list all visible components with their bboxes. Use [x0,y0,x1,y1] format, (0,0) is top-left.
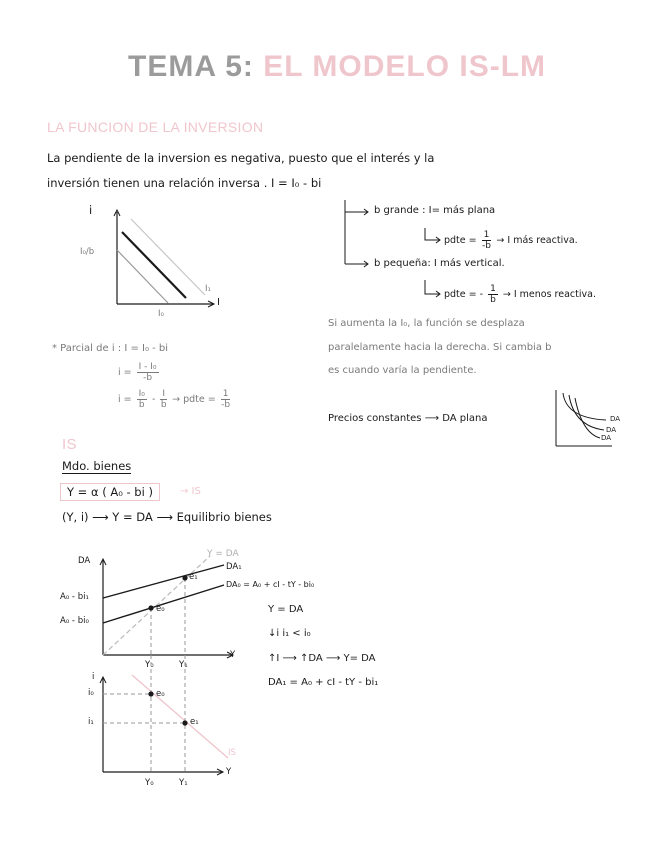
branch-2-den: b [490,295,496,305]
is-point-e1-label: e₁ [190,717,199,727]
inversion-text-line-2: inversión tienen una relación inversa . I = I₀ - bi [47,176,322,190]
da1-label: DA₁ [226,562,242,572]
da-y-tick-bottom: A₀ - bi₀ [60,616,89,626]
section-heading-is: IS [62,436,77,453]
is-y-tick-1: i₁ [88,717,94,727]
partial-eq-3-post: → pdte = [172,394,216,405]
step-4: DA₁ = A₀ + cI - tY - bi₁ [268,677,379,688]
da-y-label: DA [78,556,91,566]
is-curve-label: IS [228,748,236,758]
partial-eq-2-pre: i = [118,367,132,378]
partial-eq-3-pre: i = [118,394,132,405]
da-point-e0-label: e₀ [156,604,165,614]
partial-eq-3-a-num: I₀ [138,389,145,399]
is-equation-box: Y = α ( A₀ - bi ) [60,483,160,501]
note-line-3: es cuando varía la pendiente. [328,365,477,376]
title-part-1: TEMA 5: [128,50,254,83]
precios-text: Precios constantes ⟶ DA plana [328,413,488,424]
step-3: ↑I ⟶ ↑DA ⟶ Y= DA [268,653,376,664]
partial-eq-3-b-num: I [162,389,166,399]
mini-label-3: DA [601,434,612,442]
inv-line-label: I₁ [205,284,211,294]
branch-2-sub-pre: pdte = - [444,289,484,300]
partial-eq-2-den: -b [143,373,153,383]
partial-eq-3-mid: - [151,394,156,405]
is-equation-tag: → IS [180,486,201,497]
is-equilibrium-line: (Y, i) ⟶ Y = DA ⟶ Equilibrio bienes [62,510,272,524]
branch-1-sub-pre: pdte = [444,235,477,246]
partial-eq-3-b-den: b [160,400,167,410]
branch-1-num: 1 [483,230,490,240]
mini-label-2: DA [606,426,617,434]
branch-1-text: b grande : I= más plana [374,205,496,216]
is-point-e0 [148,691,153,696]
partial-eq-3-a-den: b [138,400,145,410]
is-curve [132,675,228,758]
branch-2-num: 1 [490,284,496,294]
branch-2-text: b pequeña: I más vertical. [374,258,505,269]
partial-label: * Parcial de i : I = I₀ - bi [52,343,169,354]
partial-eq-2-num: I - I₀ [138,362,157,372]
is-y-tick-0: i₀ [88,688,94,698]
inversion-text-line-1: La pendiente de la inversion es negativa, puesto que el interés y la [47,151,435,165]
inv-x-tick: I₀ [158,309,164,319]
da-x-label: Y [230,650,236,660]
note-line-2: paralelamente hacia la derecha. Si cambia b [328,342,552,353]
inv-y-tick: I₀/b [80,247,95,257]
da-y-tick-top: A₀ - bi₁ [60,592,89,602]
branch-2-sub-post: → I menos reactiva. [502,289,596,300]
inv-x-label: I [217,297,220,308]
mini-label-1: DA [610,415,621,423]
step-2: ↓i i₁ < i₀ [268,628,311,639]
da-point-e1-label: e₁ [189,572,198,582]
da-guide-label: Y = DA [207,549,239,559]
partial-eq-3-c-den: -b [221,400,231,410]
inv-y-label: i [89,203,93,217]
is-x-tick-0: Y₀ [145,778,154,788]
partial-eq-3-c-num: 1 [222,389,229,399]
is-point-e1 [182,720,187,725]
da-x-tick-0: Y₀ [145,660,154,670]
title-part-2: EL MODELO IS-LM [263,50,547,83]
note-line-1: Si aumenta la I₀, la función se desplaza [328,318,525,329]
branch-1-sub-post: → I más reactiva. [496,235,578,246]
da0-label: DA₀ = A₀ + cI - tY - bi₀ [226,580,315,589]
is-x-tick-1: Y₁ [179,778,188,788]
is-y-label: i [92,672,95,682]
section-heading-inversion: LA FUNCION DE LA INVERSION [47,119,264,135]
is-x-label: Y [226,767,232,777]
is-point-e0-label: e₀ [156,689,165,699]
step-1: Y = DA [268,604,304,615]
branch-1-den: -b [482,241,491,251]
is-subheading: Mdo. bienes [62,459,132,473]
da-x-tick-1: Y₁ [179,660,188,670]
